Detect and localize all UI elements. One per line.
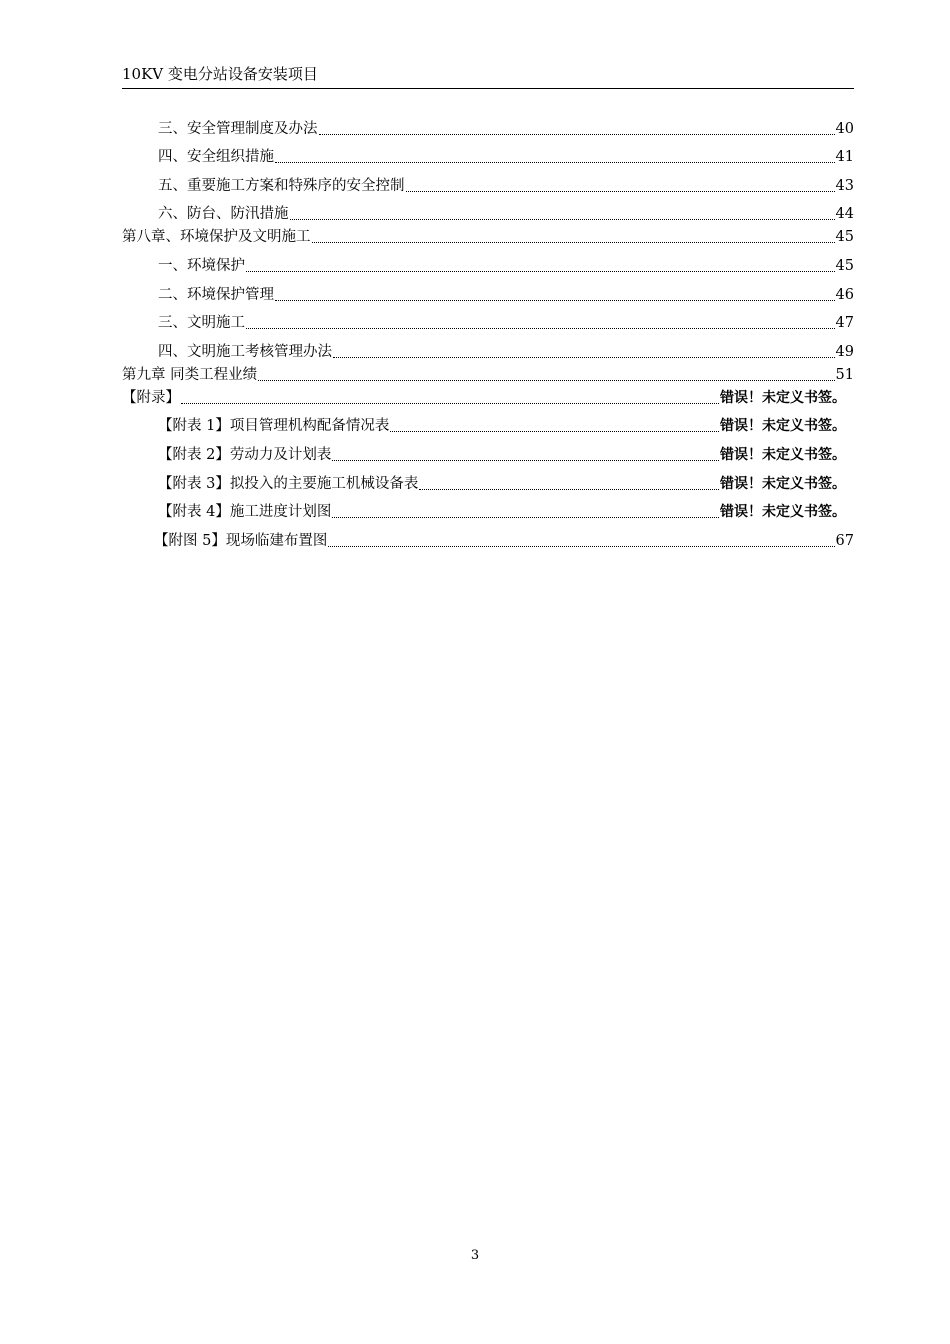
running-header xyxy=(122,64,854,89)
table-of-contents xyxy=(122,110,854,551)
dot-leader xyxy=(419,489,719,490)
toc-entry-label: 五、重要施工方案和特殊序的安全控制 xyxy=(158,177,405,194)
toc-entry-page: 44 xyxy=(835,206,854,223)
dot-leader xyxy=(333,357,835,358)
toc-entry-label: 【附表 1】项目管理机构配备情况表 xyxy=(158,418,390,435)
toc-entry-error: 错误！未定义书签。 xyxy=(720,504,846,521)
toc-entry-label: 第九章 同类工程业绩 xyxy=(122,366,258,383)
toc-entry-page: 49 xyxy=(835,343,854,360)
page-number: 3 xyxy=(470,1248,480,1263)
toc-entry-page: 47 xyxy=(835,315,854,332)
toc-entry-label: 三、文明施工 xyxy=(158,315,245,332)
toc-entry-label: 六、防台、防汛措施 xyxy=(158,206,289,223)
toc-entry[interactable] xyxy=(122,167,854,196)
toc-entry-page: 41 xyxy=(835,149,854,166)
toc-entry[interactable] xyxy=(122,385,854,408)
dot-leader xyxy=(332,517,719,518)
dot-leader xyxy=(390,431,719,432)
dot-leader xyxy=(181,403,719,404)
toc-entry-label: 一、环境保护 xyxy=(158,257,245,274)
toc-entry[interactable] xyxy=(122,196,854,225)
toc-entry-label: 四、安全组织措施 xyxy=(158,149,274,166)
toc-entry[interactable] xyxy=(122,362,854,385)
toc-entry[interactable] xyxy=(122,247,854,276)
toc-entry[interactable] xyxy=(122,494,854,523)
toc-entry[interactable] xyxy=(122,465,854,494)
dot-leader xyxy=(406,191,835,192)
toc-entry-page: 67 xyxy=(835,532,854,549)
toc-entry[interactable] xyxy=(122,522,854,551)
toc-entry[interactable] xyxy=(122,139,854,168)
toc-entry[interactable] xyxy=(122,224,854,247)
toc-entry-label: 【附表 3】拟投入的主要施工机械设备表 xyxy=(158,475,419,492)
toc-entry-page: 45 xyxy=(835,229,854,246)
toc-entry-error: 错误！未定义书签。 xyxy=(720,475,846,492)
dot-leader xyxy=(332,460,719,461)
toc-entry-label: 【附表 4】施工进度计划图 xyxy=(158,504,332,521)
toc-entry-label: 【附录】 xyxy=(122,389,180,406)
toc-entry-label: 【附图 5】现场临建布置图 xyxy=(154,532,328,549)
dot-leader xyxy=(246,328,835,329)
toc-entry-page: 43 xyxy=(835,177,854,194)
toc-entry-label: 【附表 2】劳动力及计划表 xyxy=(158,446,332,463)
toc-entry[interactable] xyxy=(122,110,854,139)
dot-leader xyxy=(328,546,834,547)
toc-entry[interactable] xyxy=(122,436,854,465)
toc-entry-page: 40 xyxy=(835,120,854,137)
toc-entry[interactable] xyxy=(122,408,854,437)
dot-leader xyxy=(312,242,835,243)
toc-entry-page: 46 xyxy=(835,286,854,303)
dot-leader xyxy=(275,300,835,301)
toc-entry-page: 51 xyxy=(835,366,854,383)
toc-entry[interactable] xyxy=(122,276,854,305)
toc-entry-error: 错误！未定义书签。 xyxy=(720,418,846,435)
toc-entry[interactable] xyxy=(122,305,854,334)
toc-entry-page: 45 xyxy=(835,257,854,274)
dot-leader xyxy=(275,162,835,163)
toc-entry-label: 第八章、环境保护及文明施工 xyxy=(122,229,311,246)
dot-leader xyxy=(319,134,835,135)
toc-entry-error: 错误！未定义书签。 xyxy=(720,389,846,406)
toc-entry[interactable] xyxy=(122,333,854,362)
toc-entry-error: 错误！未定义书签。 xyxy=(720,446,846,463)
dot-leader xyxy=(290,219,835,220)
toc-entry-label: 三、安全管理制度及办法 xyxy=(158,120,318,137)
toc-entry-label: 二、环境保护管理 xyxy=(158,286,274,303)
dot-leader xyxy=(246,271,835,272)
toc-entry-label: 四、文明施工考核管理办法 xyxy=(158,343,332,360)
dot-leader xyxy=(258,380,834,381)
header-title: 10KV 变电分站设备安装项目 xyxy=(122,65,318,83)
